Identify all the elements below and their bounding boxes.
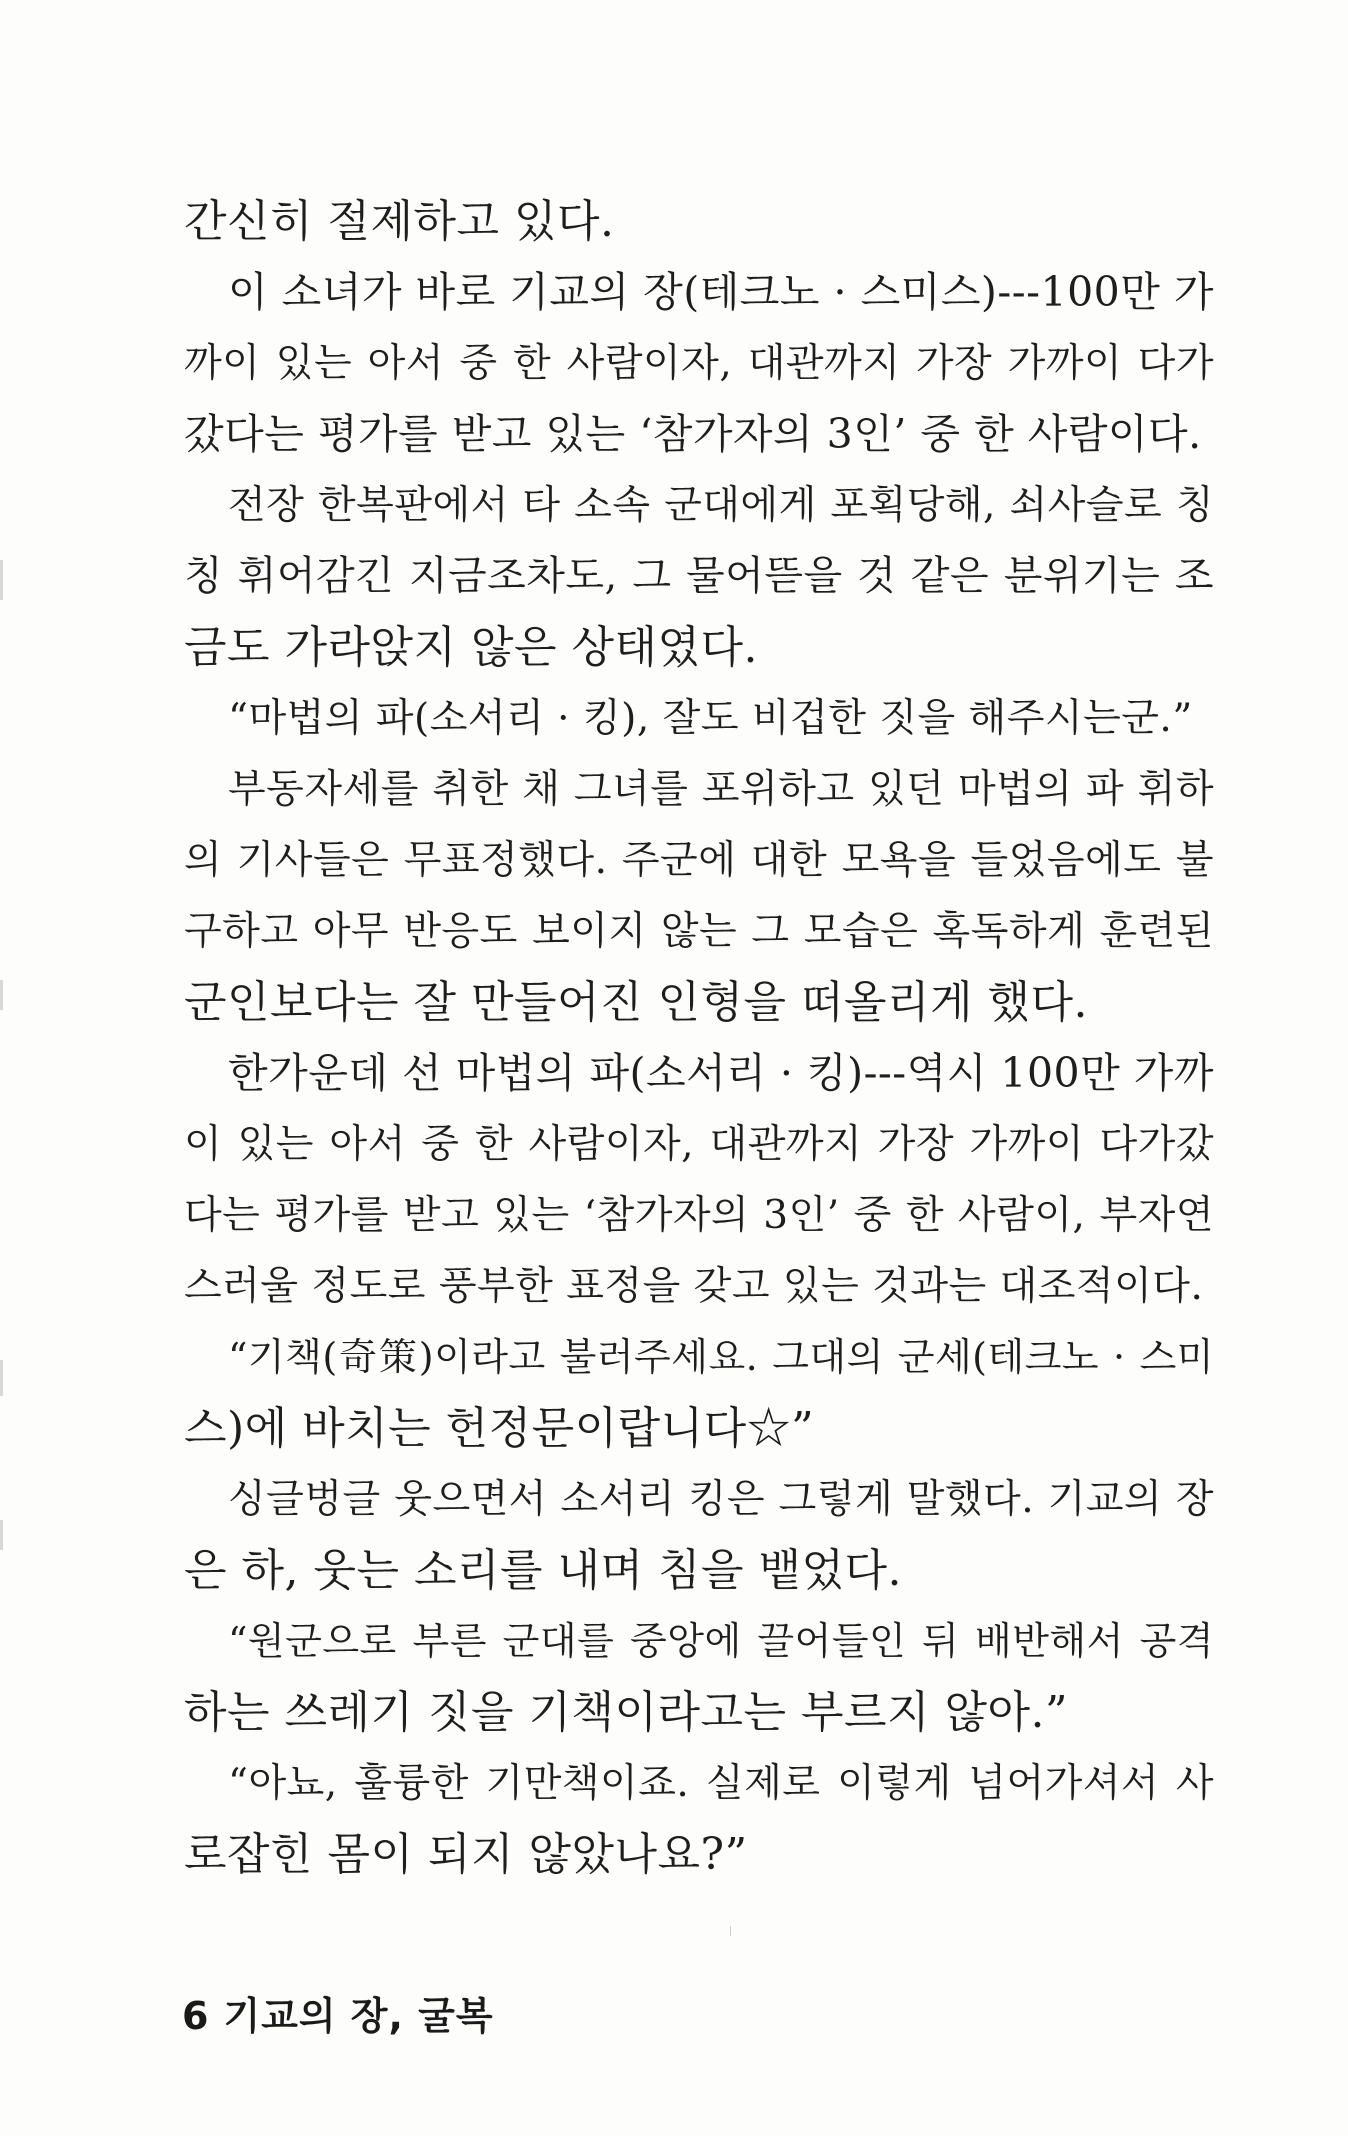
text-line: 갔다는 평가를 받고 있는 ‘참가자의 3인’ 중 한 사람이다.	[184, 410, 1202, 458]
text-line: 의 기사들은 무표정했다. 주군에 대한 모욕을 들었음에도 불	[184, 838, 1214, 883]
page-footer	[182, 1985, 494, 2040]
text-line: 로잡힌 몸이 되지 않았나요?”	[184, 1829, 748, 1880]
text-line: 간신히 절제하고 있다.	[184, 196, 615, 247]
text-line: 금도 가라앉지 않은 상태였다.	[184, 622, 758, 673]
text-line: “아뇨, 훌륭한 기만책이죠. 실제로 이렇게 넘어가셔서 사	[228, 1761, 1214, 1806]
text-line: 은 하, 웃는 소리를 내며 침을 뱉었다.	[184, 1545, 902, 1596]
text-line: 부동자세를 취한 채 그녀를 포위하고 있던 마법의 파 휘하	[228, 767, 1214, 812]
text-line: 싱글벙글 웃으면서 소서리 킹은 그렇게 말했다. 기교의 장	[228, 1477, 1214, 1522]
text-line: “원군으로 부른 군대를 중앙에 끌어들인 뒤 배반해서 공격	[228, 1619, 1214, 1663]
text-line: 군인보다는 잘 만들어진 인형을 떠올리게 했다.	[184, 977, 1088, 1028]
text-line: 다는 평가를 받고 있는 ‘참가자의 3인’ 중 한 사람이, 부자연	[184, 1193, 1214, 1238]
text-line: 칭 휘어감긴 지금조차도, 그 물어뜯을 것 같은 분위기는 조	[184, 553, 1214, 599]
body-text	[184, 186, 1214, 1890]
text-line: 이 있는 아서 중 한 사람이자, 대관까지 가장 가까이 다가갔	[184, 1122, 1214, 1167]
print-mark	[730, 1926, 731, 1936]
text-line: 스러울 정도로 풍부한 표정을 갖고 있는 것과는 대조적이다.	[184, 1264, 1204, 1309]
text-line: 한가운데 선 마법의 파(소서리 · 킹)---역시 100만 가까	[228, 1049, 1214, 1097]
text-line: 전장 한복판에서 타 소속 군대에게 포획당해, 쇠사슬로 칭	[228, 483, 1214, 528]
text-line: “기책(奇策)이라고 불러주세요. 그대의 군세(테크노 · 스미	[228, 1335, 1214, 1379]
text-line: 하는 쓰레기 짓을 기책이라고는 부르지 않아.”	[184, 1687, 1068, 1738]
text-line: 스)에 바치는 헌정문이랍니다☆”	[184, 1403, 815, 1454]
text-line: 구하고 아무 반응도 보이지 않는 그 모습은 혹독하게 훈련된	[184, 909, 1214, 954]
page-number: 6	[182, 1994, 210, 2038]
text-line: 이 소녀가 바로 기교의 장(테크노 · 스미스)---100만 가	[228, 268, 1214, 316]
text-line: 까이 있는 아서 중 한 사람이자, 대관까지 가장 가까이 다가	[184, 341, 1214, 386]
page-edge-marks	[0, 0, 4, 2136]
text-line: “마법의 파(소서리 · 킹), 잘도 비겁한 짓을 해주시는군.”	[228, 696, 1193, 741]
chapter-title: 기교의 장, 굴복	[223, 1994, 494, 2038]
